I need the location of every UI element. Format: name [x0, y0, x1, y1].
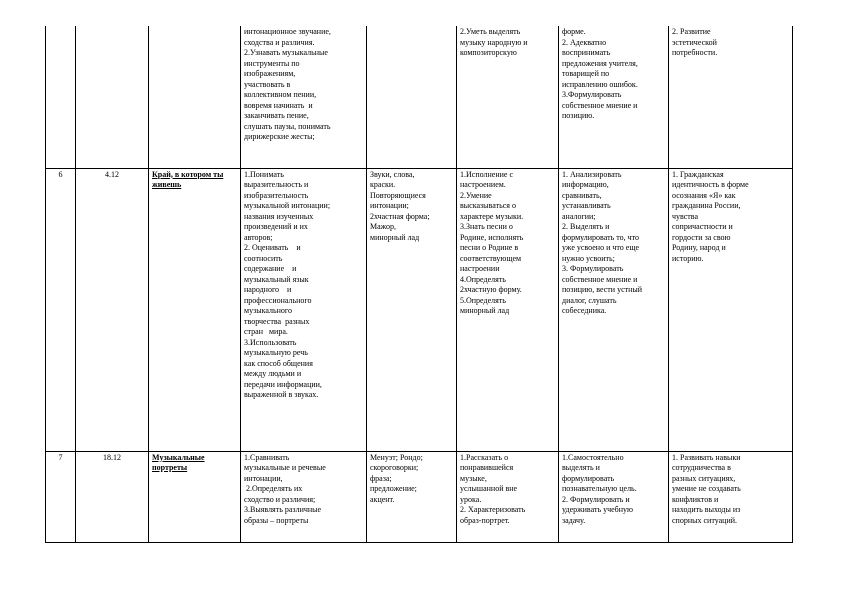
cell-text-line: интонационное звучание, [244, 27, 331, 36]
cell-text-line: 3. Формулировать [562, 264, 624, 273]
cell-text-line: соответствующем [460, 253, 522, 263]
cell-text-line: интонации; [370, 201, 409, 210]
cell-text-line: сходства и различия. [244, 37, 315, 47]
metasubject-results-cell [559, 26, 669, 168]
cell-text-line: 1.Рассказать о [460, 452, 509, 462]
cell-text-line: характере музыки. [460, 211, 524, 221]
cell-text-line: музыку народную и [460, 37, 528, 47]
cell-text-line: 1. Анализировать [562, 169, 622, 179]
table-row [46, 168, 793, 451]
terms-cell [367, 168, 457, 451]
cell-text-line: конфликтов и [672, 494, 719, 504]
cell-text-line: 3.Использовать [244, 337, 297, 347]
cell-text-line: слушать паузы, понимать [244, 121, 331, 131]
cell-text-line: 3.Формулировать [562, 90, 622, 99]
cell-text-line: гражданина России, [672, 201, 741, 210]
terms-cell [367, 451, 457, 542]
cell-text-line: участвовать в [244, 79, 291, 89]
cell-text-line: сопричастности и [672, 222, 733, 231]
cell-text-line: позицию, вести устный [562, 285, 643, 294]
cell-text-line: акцент. [370, 494, 395, 504]
cell-text-line: авторов; [244, 232, 273, 242]
cell-text-line: 1. Развивать навыки [672, 452, 741, 462]
cell-text-line: музыкальной интонации; [244, 201, 331, 210]
cell-text-line: музыкальные и речевые [244, 463, 326, 472]
cell-text-line: соотносить [244, 253, 283, 263]
cell-text-line: содержание и [244, 264, 297, 273]
content-cell [241, 451, 367, 542]
cell-text-line: сравнивать, [562, 190, 602, 200]
cell-text-line: находить выходы из [672, 505, 741, 514]
lesson-number: 7 [46, 451, 76, 542]
cell-text-line: задачу. [562, 515, 586, 525]
cell-text-line: выразительность и [244, 180, 309, 189]
lesson-plan-table [45, 26, 793, 543]
cell-text-line: заканчивать пение, [244, 111, 309, 120]
lesson-number: 6 [46, 168, 76, 451]
cell-text-line: композиторскую [460, 48, 517, 57]
cell-text-line: уже усвоено и что еще [562, 243, 640, 252]
cell-text-line: инструменты по [244, 58, 300, 68]
cell-text-line: народного и [244, 285, 292, 294]
cell-text-line: диалог, слушать [562, 295, 617, 305]
cell-text-line: умение не создавать [672, 484, 741, 493]
cell-text-line: предложение; [370, 484, 417, 493]
cell-text-line: эстетической [672, 37, 717, 47]
personal-results-cell [669, 26, 793, 168]
cell-text-line: 2хчастная форма; [370, 211, 430, 221]
subject-results-cell [457, 168, 559, 451]
cell-text-line: минорный лад [370, 232, 420, 242]
cell-text-line: выделять и [562, 463, 600, 472]
cell-text-line: 4.Определять [460, 274, 506, 284]
lesson-number [46, 26, 76, 168]
terms-cell [367, 26, 457, 168]
cell-text-line: 2.Определять их [244, 484, 303, 493]
cell-text-line: устанавливать [562, 201, 611, 210]
cell-text-line: понравившейся [460, 463, 514, 472]
cell-text-line: товарищей по [562, 69, 610, 78]
personal-results-cell [669, 451, 793, 542]
cell-text-line: аналогии; [562, 211, 596, 221]
cell-text-line: сходство и различия; [244, 494, 316, 504]
cell-text-line: выраженной в звуках. [244, 390, 319, 399]
cell-text-line: 2. Характеризовать [460, 505, 526, 514]
cell-text-line: потребности. [672, 48, 718, 57]
cell-text-line: 3.Выявлять различные [244, 505, 322, 514]
metasubject-results-cell [559, 168, 669, 451]
cell-text-line: Родине, исполнять [460, 232, 524, 242]
cell-text-line: гордости за свою [672, 232, 731, 242]
cell-text-line: 2. Развитие [672, 27, 711, 36]
table-row [46, 26, 793, 168]
cell-text-line: изобразительность [244, 190, 309, 200]
cell-text-line: стран мира. [244, 327, 288, 336]
cell-text-line: 2. Оценивать и [244, 243, 301, 252]
personal-results-cell [669, 168, 793, 451]
cell-text-line: минорный лад [460, 306, 510, 315]
cell-text-line: разных ситуациях, [672, 473, 736, 483]
lesson-topic: Край, в котором ты живешь [149, 168, 241, 451]
cell-text-line: интонации, [244, 473, 283, 483]
cell-text-line: музыке, [460, 473, 487, 483]
cell-text-line: высказываться о [460, 201, 516, 210]
cell-text-line: Повторяющиеся [370, 190, 426, 200]
metasubject-results-cell [559, 451, 669, 542]
cell-text-line: 2.Уметь выделять [460, 27, 521, 36]
cell-text-line: настроением. [460, 180, 506, 189]
cell-text-line: сотрудничества в [672, 463, 731, 472]
cell-text-line: познавательную цель. [562, 484, 637, 493]
cell-text-line: профессионального [244, 295, 312, 305]
cell-text-line: 2хчастную форму. [460, 285, 522, 294]
cell-text-line: 2. Выделять и [562, 222, 610, 231]
cell-text-line: музыкальный язык [244, 274, 309, 284]
cell-text-line: позицию. [562, 111, 595, 120]
cell-text-line: Звуки, слова, [370, 169, 415, 179]
cell-text-line: предложения учителя, [562, 58, 638, 68]
cell-text-line: скороговорки; [370, 463, 419, 472]
cell-text-line: информацию, [562, 180, 609, 189]
cell-text-line: музыкальную речь [244, 348, 308, 357]
lesson-topic [149, 26, 241, 168]
cell-text-line: формулировать [562, 473, 615, 483]
cell-text-line: вовремя начинать и [244, 100, 313, 110]
cell-text-line: 2.Умение [460, 190, 492, 200]
cell-text-line: нужно усвоить; [562, 253, 615, 263]
cell-text-line: 1.Исполнение с [460, 169, 513, 179]
cell-text-line: между людьми и [244, 369, 302, 378]
table-row [46, 451, 793, 542]
cell-text-line: 1.Сравнивать [244, 452, 290, 462]
cell-text-line: 5.Определять [460, 295, 506, 305]
cell-text-line: образ-портрет. [460, 515, 510, 525]
cell-text-line: услышанной вне [460, 484, 518, 493]
cell-text-line: урока. [460, 494, 482, 504]
subject-results-cell [457, 26, 559, 168]
cell-text-line: изображениям, [244, 69, 296, 78]
lesson-date: 18.12 [76, 451, 149, 542]
cell-text-line: собственное мнение и [562, 100, 638, 110]
cell-text-line: спорных ситуаций. [672, 515, 737, 525]
cell-text-line: историю. [672, 253, 704, 263]
cell-text-line: настроении [460, 264, 500, 273]
lesson-date [76, 26, 149, 168]
cell-text-line: собеседника. [562, 306, 607, 315]
cell-text-line: осознания «Я» как [672, 190, 736, 200]
cell-text-line: дирижерские жесты; [244, 132, 315, 141]
cell-text-line: идентичность в форме [672, 180, 749, 189]
cell-text-line: форме. [562, 27, 586, 36]
subject-results-cell [457, 451, 559, 542]
cell-text-line: песни о Родине в [460, 243, 519, 252]
cell-text-line: Мажор, [370, 222, 396, 231]
lesson-date: 4.12 [76, 168, 149, 451]
cell-text-line: формулировать то, что [562, 232, 640, 242]
cell-text-line: исправлению ошибок. [562, 79, 638, 89]
cell-text-line: передачи информации, [244, 379, 322, 389]
lesson-topic: Музыкальные портреты [149, 451, 241, 542]
cell-text-line: произведений и их [244, 222, 308, 231]
cell-text-line: 2.Узнавать музыкальные [244, 48, 328, 57]
cell-text-line: образы – портреты [244, 515, 309, 525]
cell-text-line: 3.Знать песни о [460, 222, 513, 231]
cell-text-line: краски. [370, 180, 396, 189]
cell-text-line: фраза; [370, 473, 392, 483]
content-cell [241, 26, 367, 168]
cell-text-line: названия изученных [244, 211, 314, 221]
table-body [46, 26, 793, 542]
cell-text-line: как способ общения [244, 358, 313, 368]
cell-text-line: 2. Адекватно [562, 37, 607, 47]
cell-text-line: Менуэт; Рондо; [370, 452, 423, 462]
cell-text-line: 1. Гражданская [672, 169, 724, 179]
cell-text-line: собственное мнение и [562, 274, 638, 284]
cell-text-line: 1.Понимать [244, 169, 284, 179]
cell-text-line: Родину, народ и [672, 243, 726, 252]
cell-text-line: творчества разных [244, 316, 310, 326]
cell-text-line: 2. Формулировать и [562, 494, 630, 504]
cell-text-line: удерживать учебную [562, 505, 633, 514]
content-cell [241, 168, 367, 451]
cell-text-line: коллективном пении, [244, 90, 317, 99]
cell-text-line: музыкального [244, 306, 292, 315]
cell-text-line: чувства [672, 211, 699, 221]
cell-text-line: воспринимать [562, 48, 611, 57]
cell-text-line: 1.Самостоятельно [562, 452, 624, 462]
